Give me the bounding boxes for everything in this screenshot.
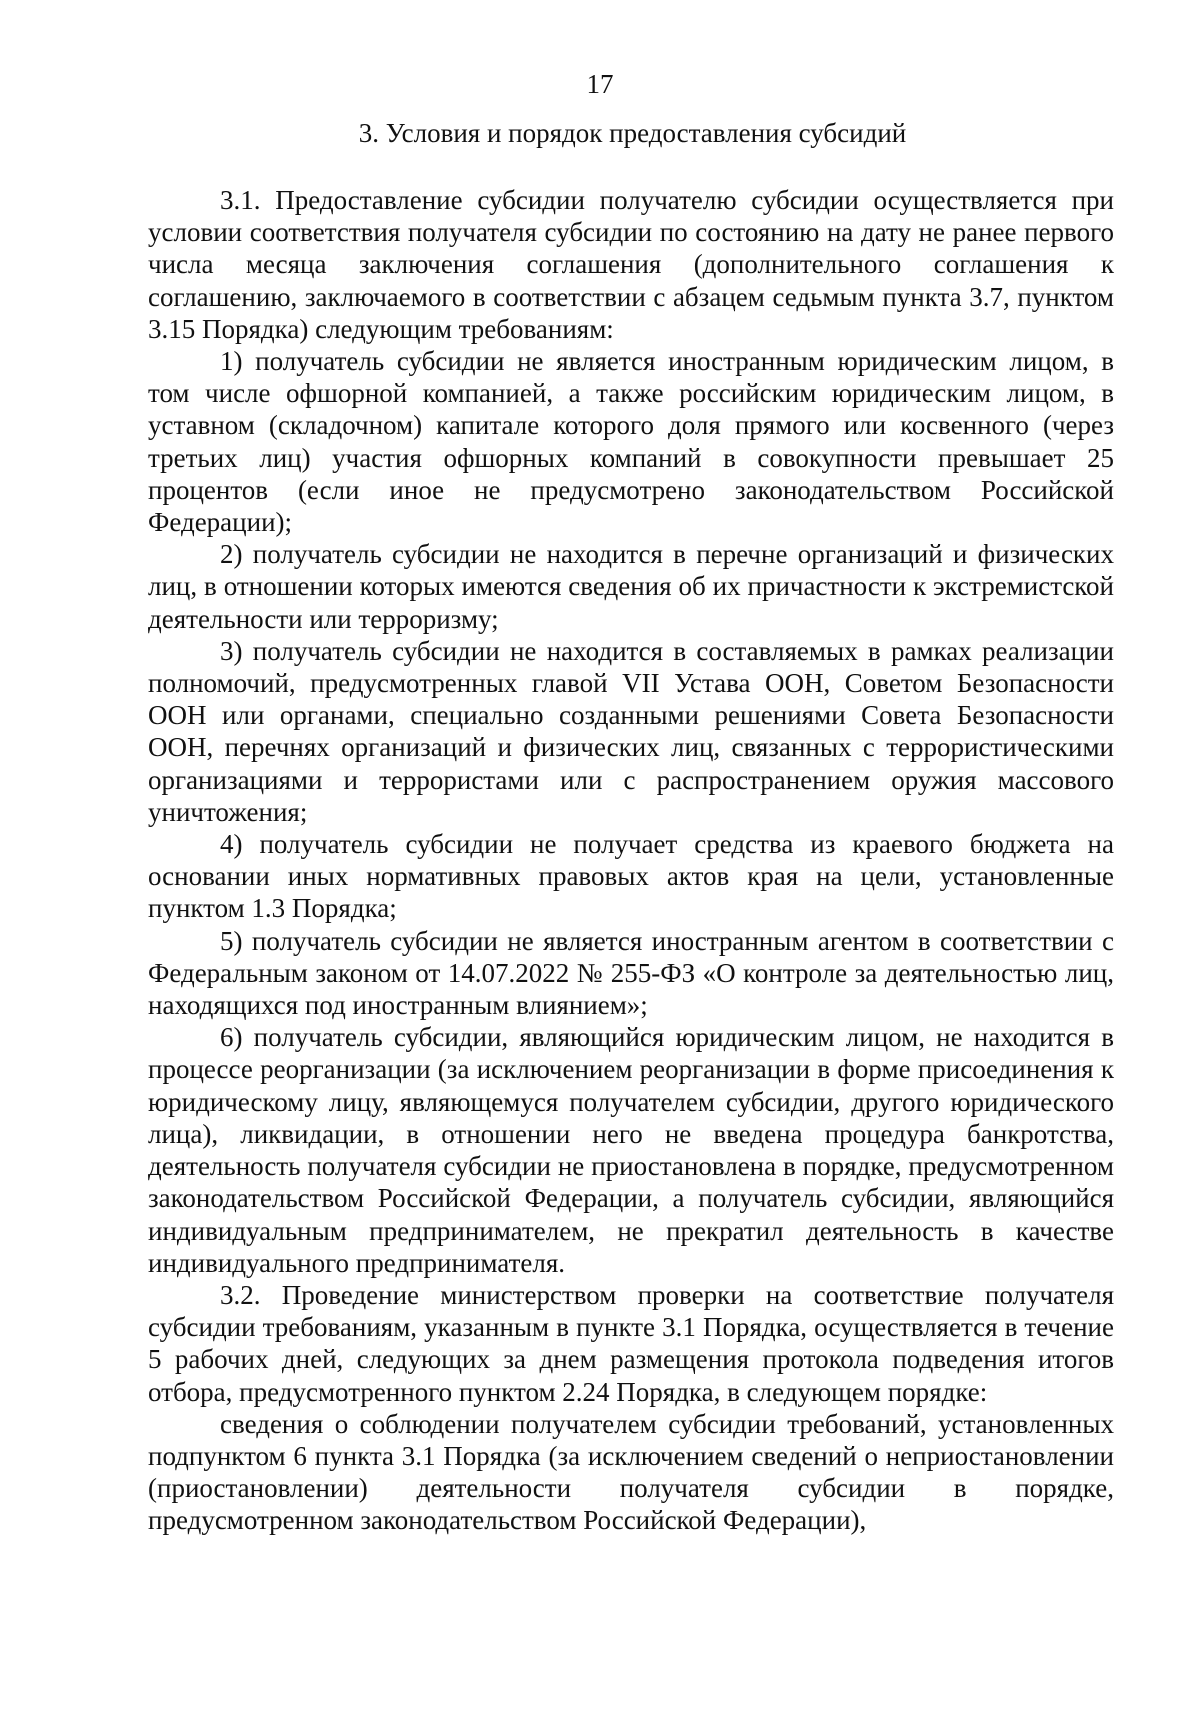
- document-body: [148, 184, 1114, 1537]
- list-item-3: 3) получатель субсидии не находится в составляемых в рамках реализации полномочий, предусмотренных главой VII Устава ООН, Советом Безопасности ООН или органами, специально созданными решениями Совета Безопасности ООН, перечнях организаций и физических лиц, связанных с террористическими организациями и террористами или с распространением оружия массового уничтожения;: [148, 635, 1114, 827]
- paragraph-continuation: сведения о соблюдении получателем субсидии требований, установленных подпунктом 6 пункта 3.1 Порядка (за исключением сведений о неприостановлении (приостановлении) деятельности получателя субсидии в порядке, предусмотренном законодательством Российской Федерации),: [148, 1408, 1114, 1536]
- list-item-1: 1) получатель субсидии не является иностранным юридическим лицом, в том числе офшорной компанией, а также российским юридическим лицом, в уставном (складочном) капитале которого доля прямого или косвенного (через третьих лиц) участия офшорных компаний в совокупности превышает 25 процентов (если иное не предусмотрено законодательством Российской Федерации);: [148, 346, 1114, 538]
- list-item-4: 4) получатель субсидии не получает средства из краевого бюджета на основании иных нормативных правовых актов края на цели, установленные пунктом 1.3 Порядка;: [148, 829, 1114, 924]
- list-item-6: 6) получатель субсидии, являющийся юридическим лицом, не находится в процессе реорганизации (за исключением реорганизации в форме присоединения к юридическому лицу, являющемуся получателем субсидии, другого юридического лица), ликвидации, в отношении него не введена процедура банкротства, деятельность получателя субсидии не приостановлена в порядке, предусмотренном законодательством Российской Федерации, а получатель субсидии, являющийся индивидуальным предпринимателем, не прекратил деятельность в качестве индивидуального предпринимателя.: [148, 1022, 1114, 1278]
- paragraph-3-1: 3.1. Предоставление субсидии получателю субсидии осуществляется при условии соответствия получателя субсидии по состоянию на дату не ранее первого числа месяца заключения соглашения (дополнительного соглашения к соглашению, заключаемого в соответствии с абзацем седьмым пункта 3.7, пунктом 3.15 Порядка) следующим требованиям:: [148, 185, 1114, 344]
- page-number: 17: [586, 69, 614, 99]
- paragraph-3-2: 3.2. Проведение министерством проверки на соответствие получателя субсидии требованиям, указанным в пункте 3.1 Порядка, осуществляется в течение 5 рабочих дней, следующих за днем размещения протокола подведения итогов отбора, предусмотренного пунктом 2.24 Порядка, в следующем порядке:: [148, 1279, 1114, 1407]
- section-title: 3. Условия и порядок предоставления субсидий: [358, 118, 907, 148]
- list-item-2: 2) получатель субсидии не находится в перечне организаций и физических лиц, в отношении которых имеются сведения об их причастности к экстремистской деятельности или терроризму;: [148, 539, 1114, 634]
- list-item-5: 5) получатель субсидии не является иностранным агентом в соответствии с Федеральным законом от 14.07.2022 № 255-ФЗ «О контроле за деятельностью лиц, находящихся под иностранным влиянием»;: [148, 925, 1114, 1021]
